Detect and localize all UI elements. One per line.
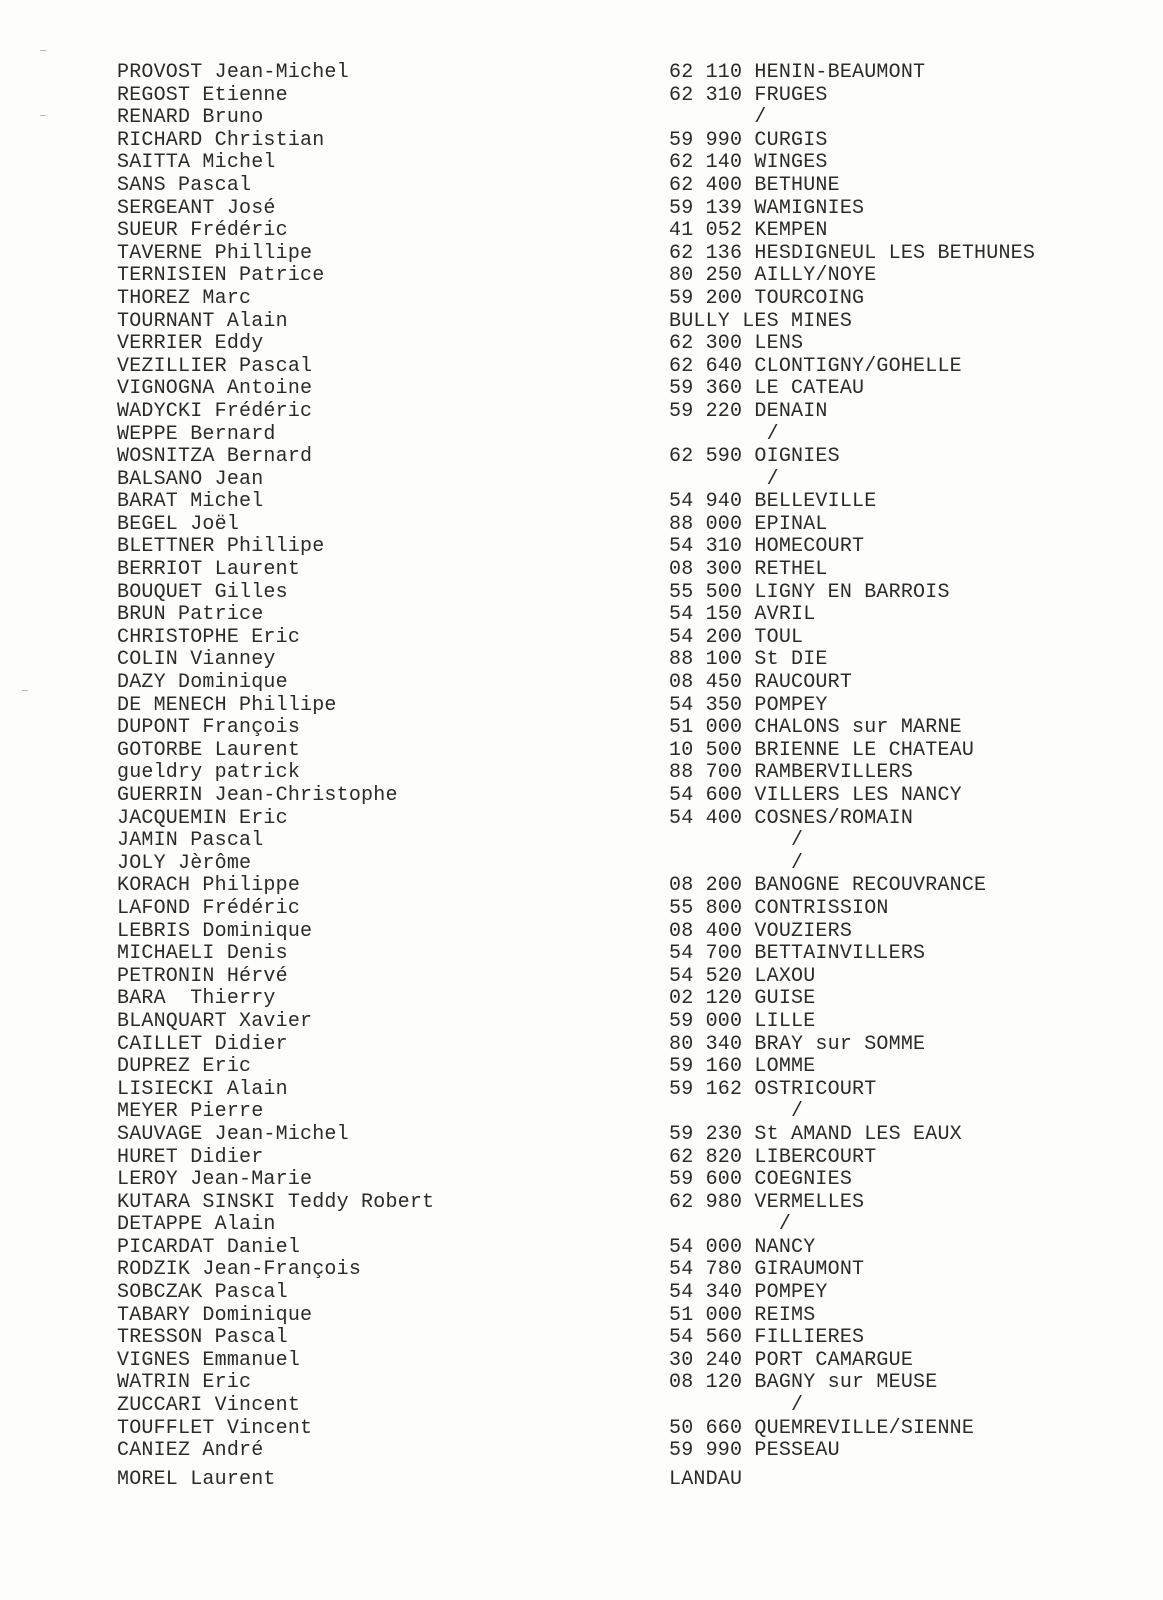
postal-code-and-town: 80 250 AILLY/NOYE (669, 264, 877, 288)
person-name: SAUVAGE Jean-Michel (117, 1122, 349, 1146)
list-row (117, 717, 1117, 740)
postal-code-and-town: 54 780 GIRAUMONT (669, 1258, 865, 1282)
list-row (117, 943, 1117, 966)
postal-code-and-town: 08 450 RAUCOURT (669, 671, 853, 695)
list-row (117, 536, 1117, 559)
person-name: BALSANO Jean (117, 467, 264, 491)
list-row (117, 491, 1117, 514)
list-row (117, 1327, 1117, 1350)
list-row (117, 1395, 1117, 1418)
postal-code-and-town: 54 340 POMPEY (669, 1281, 828, 1305)
postal-code-and-town: 02 120 GUISE (669, 987, 816, 1011)
postal-code-and-town: 51 000 REIMS (669, 1303, 816, 1327)
list-row (117, 107, 1117, 130)
postal-code-and-town: / (669, 422, 779, 446)
person-name: KUTARA SINSKI Teddy Robert (117, 1190, 435, 1214)
postal-code-and-town: 08 200 BANOGNE RECOUVRANCE (669, 874, 987, 898)
postal-code-and-town: / (669, 829, 804, 853)
person-name: DUPREZ Eric (117, 1055, 252, 1079)
postal-code-and-town: 62 980 VERMELLES (669, 1190, 865, 1214)
list-row (117, 356, 1117, 379)
person-name: CANIEZ André (117, 1439, 264, 1463)
person-name: SERGEANT José (117, 196, 276, 220)
postal-code-and-town: 59 162 OSTRICOURT (669, 1077, 877, 1101)
postal-code-and-town: 59 230 St AMAND LES EAUX (669, 1122, 962, 1146)
person-name: GOTORBE Laurent (117, 738, 301, 762)
person-name: BEGEL Joël (117, 512, 240, 536)
list-row (117, 649, 1117, 672)
postal-code-and-town: 59 990 CURGIS (669, 128, 828, 152)
postal-code-and-town: 54 600 VILLERS LES NANCY (669, 784, 962, 807)
postal-code-and-town: / (669, 106, 767, 130)
postal-code-and-town: 59 160 LOMME (669, 1055, 816, 1079)
postal-code-and-town: 54 310 HOMECOURT (669, 535, 865, 559)
postal-code-and-town: 50 660 QUEMREVILLE/SIENNE (669, 1416, 975, 1440)
person-name: LAFOND Frédéric (117, 896, 301, 920)
postal-code-and-town: 54 520 LAXOU (669, 964, 816, 988)
list-row (117, 401, 1117, 424)
postal-code-and-town: 54 200 TOUL (669, 625, 804, 649)
postal-code-and-town: 41 052 KEMPEN (669, 219, 828, 243)
list-row (117, 898, 1117, 921)
list-row (117, 966, 1117, 989)
list-row (117, 378, 1117, 401)
list-row (117, 130, 1117, 153)
postal-code-and-town: 54 350 POMPEY (669, 693, 828, 717)
postal-code-and-town: 59 360 LE CATEAU (669, 377, 865, 401)
postal-code-and-town: 88 100 St DIE (669, 648, 828, 672)
postal-code-and-town: 62 136 HESDIGNEUL LES BETHUNES (669, 241, 1036, 265)
person-name: SANS Pascal (117, 173, 252, 197)
list-row (117, 265, 1117, 288)
list-row (117, 1056, 1117, 1079)
person-name: DUPONT François (117, 716, 301, 740)
list-row (117, 469, 1117, 492)
person-name: JAMIN Pascal (117, 829, 264, 853)
postal-code-and-town: / (669, 467, 779, 491)
postal-code-and-town: / (669, 1394, 804, 1418)
list-row (117, 830, 1117, 853)
person-name: VIGNES Emmanuel (117, 1348, 301, 1372)
person-name: GUERRIN Jean-Christophe (117, 784, 398, 807)
person-name: RENARD Bruno (117, 106, 264, 130)
person-name: MICHAELI Denis (117, 942, 288, 966)
list-row (117, 1350, 1117, 1373)
person-name: RODZIK Jean-François (117, 1258, 362, 1282)
person-name: PETRONIN Hérvé (117, 964, 288, 988)
person-name: CHRISTOPHE Eric (117, 625, 301, 649)
list-row (117, 1124, 1117, 1147)
postal-code-and-town: 30 240 PORT CAMARGUE (669, 1348, 914, 1372)
list-row (117, 1469, 1117, 1492)
person-name: BERRIOT Laurent (117, 558, 301, 582)
person-name: BRUN Patrice (117, 603, 264, 627)
postal-code-and-town: 59 000 LILLE (669, 1009, 816, 1033)
list-row (117, 1079, 1117, 1102)
postal-code-and-town: 54 940 BELLEVILLE (669, 490, 877, 514)
name-address-list (117, 62, 1117, 1491)
list-row (117, 152, 1117, 175)
person-name: DETAPPE Alain (117, 1213, 276, 1237)
list-row (117, 808, 1117, 831)
postal-code-and-town: 59 139 WAMIGNIES (669, 196, 865, 220)
person-name: WATRIN Eric (117, 1371, 252, 1395)
list-row (117, 1418, 1117, 1441)
list-row (117, 1147, 1117, 1170)
person-name: TOURNANT Alain (117, 309, 288, 333)
list-row (117, 85, 1117, 108)
list-row (117, 672, 1117, 695)
list-row (117, 785, 1117, 808)
postal-code-and-town: / (669, 851, 804, 875)
person-name: RICHARD Christian (117, 128, 325, 152)
list-row (117, 198, 1117, 221)
list-row (117, 1214, 1117, 1237)
postal-code-and-town: 10 500 BRIENNE LE CHATEAU (669, 738, 975, 762)
postal-code-and-town: 62 110 HENIN-BEAUMONT (669, 61, 926, 84)
person-name: TERNISIEN Patrice (117, 264, 325, 288)
postal-code-and-town: 54 000 NANCY (669, 1235, 816, 1259)
person-name: KORACH Philippe (117, 874, 301, 898)
list-row (117, 1169, 1117, 1192)
person-name: JOLY Jèrôme (117, 851, 252, 875)
list-row (117, 988, 1117, 1011)
person-name: LEROY Jean-Marie (117, 1168, 313, 1192)
person-name: BLETTNER Phillipe (117, 535, 325, 559)
postal-code-and-town: 62 310 FRUGES (669, 83, 828, 107)
list-row (117, 1440, 1117, 1463)
person-name: WOSNITZA Bernard (117, 445, 313, 469)
list-row (117, 1011, 1117, 1034)
person-name: TABARY Dominique (117, 1303, 313, 1327)
list-row (117, 220, 1117, 243)
postal-code-and-town: BULLY LES MINES (669, 309, 853, 333)
postal-code-and-town: 54 700 BETTAINVILLERS (669, 942, 926, 966)
postal-code-and-town: 62 400 BETHUNE (669, 173, 840, 197)
postal-code-and-town: 62 590 OIGNIES (669, 445, 840, 469)
postal-code-and-town: 59 600 COEGNIES (669, 1168, 853, 1192)
postal-code-and-town: 88 000 EPINAL (669, 512, 828, 536)
list-row (117, 424, 1117, 447)
person-name: LISIECKI Alain (117, 1077, 288, 1101)
scan-mark (40, 50, 46, 51)
person-name: BOUQUET Gilles (117, 580, 288, 604)
postal-code-and-town: 59 990 PESSEAU (669, 1439, 840, 1463)
person-name: MOREL Laurent (117, 1467, 276, 1491)
person-name: DE MENECH Phillipe (117, 693, 337, 717)
list-row (117, 875, 1117, 898)
postal-code-and-town: 54 150 AVRIL (669, 603, 816, 627)
postal-code-and-town: 62 640 CLONTIGNY/GOHELLE (669, 354, 962, 378)
list-row (117, 604, 1117, 627)
person-name: SOBCZAK Pascal (117, 1281, 288, 1305)
person-name: REGOST Etienne (117, 83, 288, 107)
postal-code-and-town: LANDAU (669, 1467, 743, 1491)
list-row (117, 627, 1117, 650)
scan-mark (40, 115, 46, 116)
list-row (117, 62, 1117, 85)
person-name: TAVERNE Phillipe (117, 241, 313, 265)
person-name: SAITTA Michel (117, 151, 276, 175)
list-row (117, 1101, 1117, 1124)
list-row (117, 695, 1117, 718)
person-name: LEBRIS Dominique (117, 919, 313, 943)
postal-code-and-town: 62 820 LIBERCOURT (669, 1145, 877, 1169)
person-name: COLIN Vianney (117, 648, 276, 672)
list-row (117, 446, 1117, 469)
postal-code-and-town: 54 400 COSNES/ROMAIN (669, 806, 914, 830)
list-row (117, 333, 1117, 356)
scan-mark (22, 690, 28, 691)
person-name: PROVOST Jean-Michel (117, 61, 349, 84)
list-row (117, 1372, 1117, 1395)
postal-code-and-town: 88 700 RAMBERVILLERS (669, 761, 914, 785)
list-row (117, 1259, 1117, 1282)
list-row (117, 243, 1117, 266)
postal-code-and-town: 59 220 DENAIN (669, 399, 828, 423)
postal-code-and-town: 80 340 BRAY sur SOMME (669, 1032, 926, 1056)
postal-code-and-town: 62 300 LENS (669, 332, 804, 356)
list-row (117, 1282, 1117, 1305)
list-row (117, 559, 1117, 582)
person-name: SUEUR Frédéric (117, 219, 288, 243)
person-name: WADYCKI Frédéric (117, 399, 313, 423)
postal-code-and-town: 08 120 BAGNY sur MEUSE (669, 1371, 938, 1395)
person-name: WEPPE Bernard (117, 422, 276, 446)
postal-code-and-town: / (669, 1213, 792, 1237)
list-row (117, 853, 1117, 876)
list-row (117, 921, 1117, 944)
person-name: gueldry patrick (117, 761, 301, 785)
person-name: PICARDAT Daniel (117, 1235, 301, 1259)
list-row (117, 1305, 1117, 1328)
person-name: THOREZ Marc (117, 286, 252, 310)
postal-code-and-town: 62 140 WINGES (669, 151, 828, 175)
list-row (117, 1237, 1117, 1260)
postal-code-and-town: 51 000 CHALONS sur MARNE (669, 716, 962, 740)
person-name: ZUCCARI Vincent (117, 1394, 301, 1418)
postal-code-and-town: / (669, 1100, 804, 1124)
person-name: TRESSON Pascal (117, 1326, 288, 1350)
postal-code-and-town: 08 300 RETHEL (669, 558, 828, 582)
list-row (117, 1192, 1117, 1215)
person-name: VERRIER Eddy (117, 332, 264, 356)
list-row (117, 311, 1117, 334)
person-name: DAZY Dominique (117, 671, 288, 695)
list-row (117, 175, 1117, 198)
person-name: VIGNOGNA Antoine (117, 377, 313, 401)
list-row (117, 740, 1117, 763)
postal-code-and-town: 59 200 TOURCOING (669, 286, 865, 310)
list-row (117, 1034, 1117, 1057)
postal-code-and-town: 55 500 LIGNY EN BARROIS (669, 580, 950, 604)
postal-code-and-town: 55 800 CONTRISSION (669, 896, 889, 920)
list-row (117, 514, 1117, 537)
person-name: BARA Thierry (117, 987, 276, 1011)
postal-code-and-town: 08 400 VOUZIERS (669, 919, 853, 943)
person-name: JACQUEMIN Eric (117, 806, 288, 830)
postal-code-and-town: 54 560 FILLIERES (669, 1326, 865, 1350)
list-row (117, 288, 1117, 311)
list-row (117, 582, 1117, 605)
person-name: HURET Didier (117, 1145, 264, 1169)
person-name: BARAT Michel (117, 490, 264, 514)
person-name: BLANQUART Xavier (117, 1009, 313, 1033)
person-name: VEZILLIER Pascal (117, 354, 313, 378)
list-row (117, 762, 1117, 785)
person-name: TOUFFLET Vincent (117, 1416, 313, 1440)
person-name: MEYER Pierre (117, 1100, 264, 1124)
person-name: CAILLET Didier (117, 1032, 288, 1056)
